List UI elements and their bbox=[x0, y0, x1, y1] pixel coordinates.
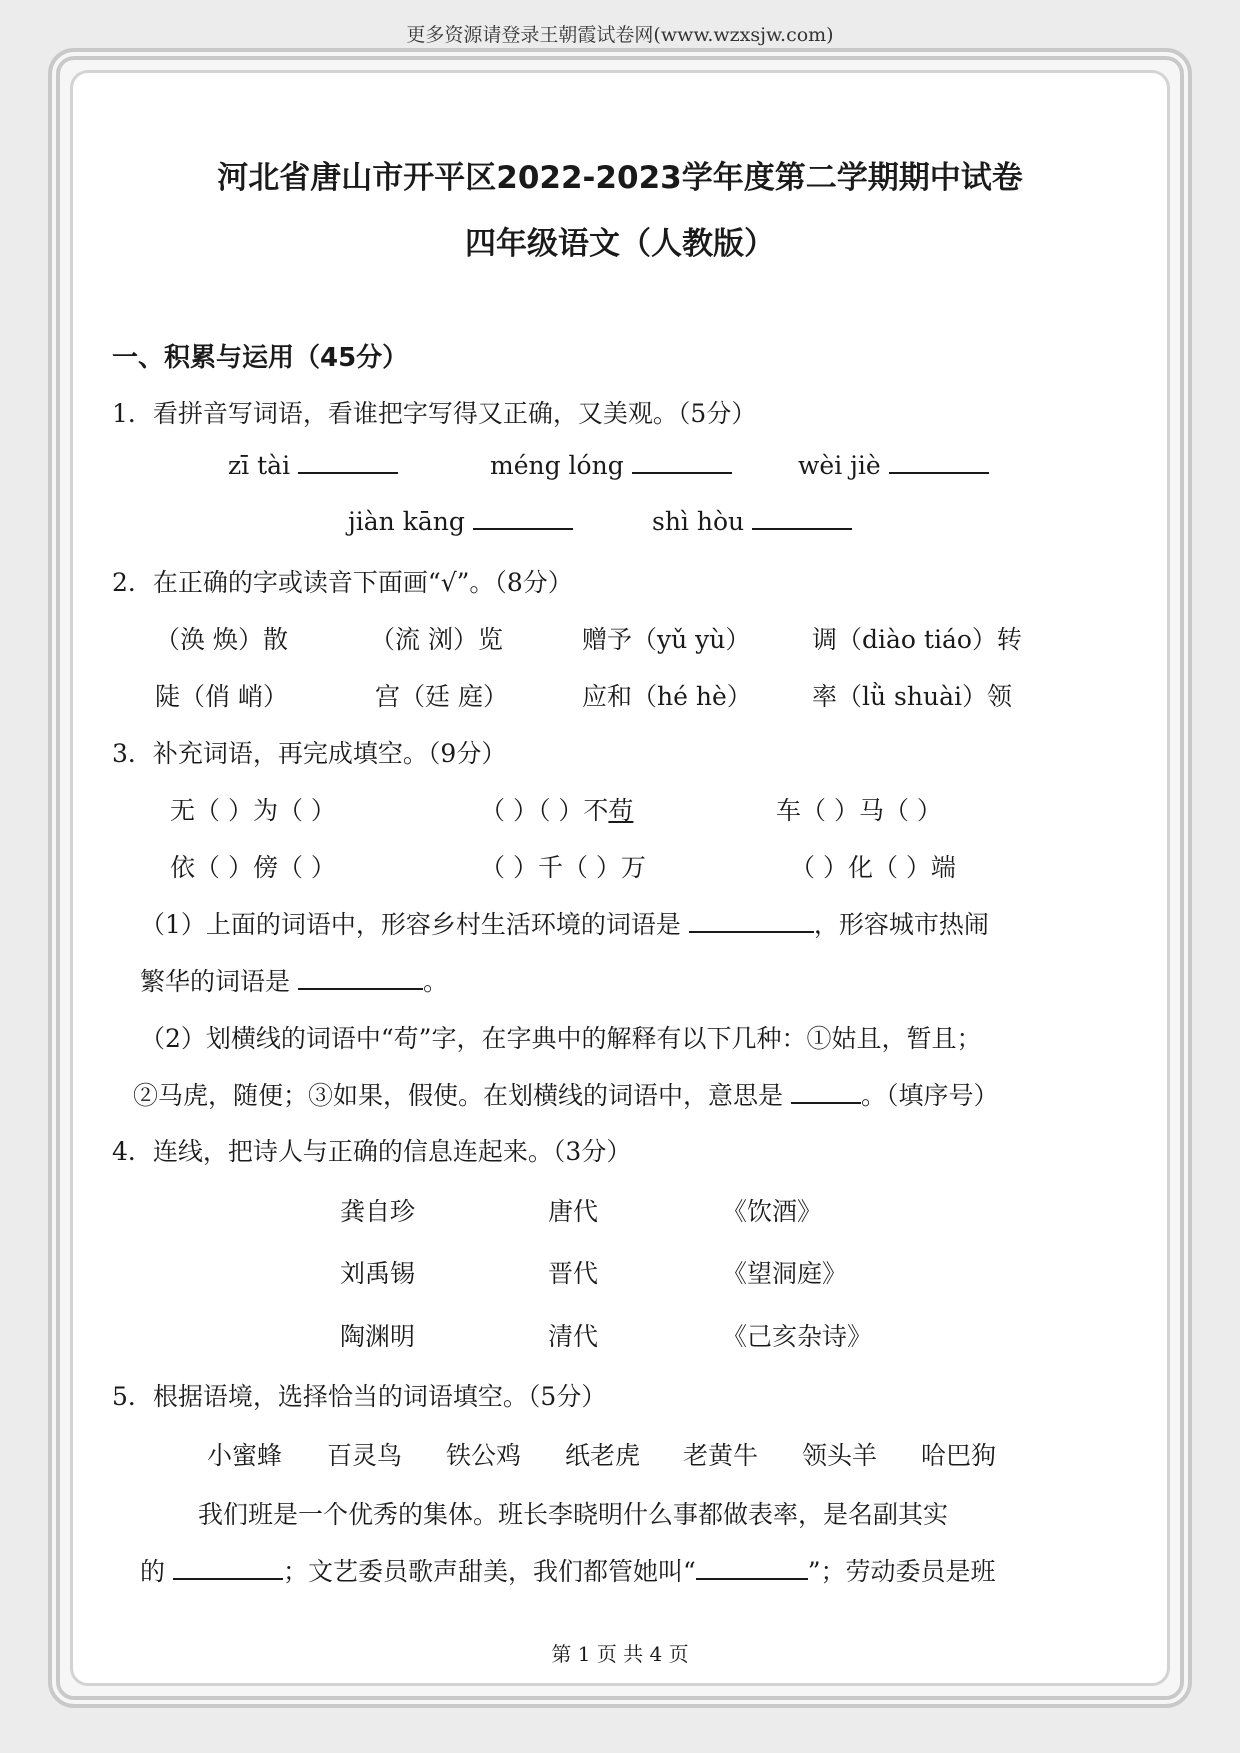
dynasty[interactable]: 清代 bbox=[548, 1322, 599, 1351]
pinyin-item bbox=[228, 450, 398, 480]
answer-blank[interactable] bbox=[791, 1080, 861, 1104]
idiom-item: 无（ ）为（ ） bbox=[170, 796, 336, 825]
passage-text: 的 bbox=[140, 1557, 166, 1586]
answer-blank[interactable] bbox=[298, 966, 423, 990]
question-5-stem: 5．根据语境，选择恰当的词语填空。（5分） bbox=[112, 1382, 607, 1411]
sub-question-2-cont bbox=[133, 1076, 998, 1112]
poet-name[interactable]: 陶渊明 bbox=[340, 1322, 416, 1351]
answer-blank[interactable] bbox=[889, 450, 989, 474]
idiom-item: 车（ ）马（ ） bbox=[776, 796, 942, 825]
choice-item[interactable]: （涣 焕）散 bbox=[155, 625, 288, 654]
answer-blank[interactable] bbox=[632, 450, 732, 474]
passage-line bbox=[140, 1552, 996, 1588]
sub-text: 繁华的词语是 bbox=[140, 967, 291, 996]
answer-blank[interactable] bbox=[473, 506, 573, 530]
answer-blank[interactable] bbox=[696, 1556, 808, 1580]
idiom-item: （ ）化（ ）端 bbox=[790, 853, 956, 882]
question-4-stem: 4．连线，把诗人与正确的信息连起来。（3分） bbox=[112, 1137, 632, 1166]
choice-item[interactable]: 赠予（yǔ yù） bbox=[582, 625, 751, 654]
word-option: 老黄牛 bbox=[683, 1441, 759, 1470]
sub-question-1 bbox=[140, 905, 989, 941]
page-number: 第 1 页 共 4 页 bbox=[551, 1642, 689, 1666]
word-option: 小蜜蜂 bbox=[207, 1441, 283, 1470]
word-option: 百灵鸟 bbox=[327, 1441, 403, 1470]
idiom-item: 依（ ）傍（ ） bbox=[170, 853, 336, 882]
answer-blank[interactable] bbox=[298, 450, 398, 474]
dynasty[interactable]: 唐代 bbox=[548, 1197, 599, 1226]
word-option: 哈巴狗 bbox=[921, 1441, 997, 1470]
choice-item[interactable]: 宫（廷 庭） bbox=[375, 682, 508, 711]
passage-line: 我们班是一个优秀的集体。班长李晓明什么事都做表率，是名副其实 bbox=[198, 1500, 949, 1529]
dynasty[interactable]: 晋代 bbox=[548, 1259, 599, 1288]
sub-text: （1）上面的词语中，形容乡村生活环境的词语是 bbox=[140, 910, 681, 939]
poem-title[interactable]: 《望洞庭》 bbox=[722, 1259, 848, 1288]
choice-item[interactable]: 应和（hé hè） bbox=[582, 682, 752, 711]
poem-title[interactable]: 《饮酒》 bbox=[722, 1197, 823, 1226]
idiom-item: （ ）千（ ）万 bbox=[480, 853, 646, 882]
poet-name[interactable]: 龚自珍 bbox=[340, 1197, 416, 1226]
answer-blank[interactable] bbox=[689, 909, 814, 933]
pinyin-item bbox=[490, 450, 732, 480]
sub-question-2: （2）划横线的词语中“苟”字，在字典中的解释有以下几种：①姑且，暂且； bbox=[140, 1024, 982, 1053]
question-2-stem: 2．在正确的字或读音下面画“√”。（8分） bbox=[112, 568, 573, 597]
pinyin-text: wèi jiè bbox=[798, 451, 881, 480]
word-option: 纸老虎 bbox=[565, 1441, 641, 1470]
idiom-text: （ ）（ ）不 bbox=[480, 796, 609, 825]
passage-text: ”；劳动委员是班 bbox=[807, 1557, 996, 1586]
sub-question-1-cont bbox=[140, 962, 448, 998]
pinyin-text: méng lóng bbox=[490, 451, 624, 480]
choice-item[interactable]: 率（lǜ shuài）领 bbox=[812, 682, 1012, 711]
sub-text: 。 bbox=[422, 967, 448, 996]
sub-text: ，形容城市热闹 bbox=[813, 910, 989, 939]
section-heading: 一、积累与运用（45分） bbox=[112, 343, 409, 373]
choice-item[interactable]: （流 浏）览 bbox=[370, 625, 503, 654]
passage-text: ；文艺委员歌声甜美，我们都管她叫“ bbox=[282, 1557, 696, 1586]
answer-blank[interactable] bbox=[752, 506, 852, 530]
exam-subtitle: 四年级语文（人教版） bbox=[465, 226, 775, 262]
sub-text: ②马虎，随便；③如果，假使。在划横线的词语中，意思是 bbox=[133, 1081, 784, 1110]
question-3-stem: 3．补充词语，再完成填空。（9分） bbox=[112, 739, 507, 768]
watermark-text: 更多资源请登录王朝霞试卷网(www.wzxsjw.com) bbox=[406, 24, 834, 46]
pinyin-text: shì hòu bbox=[652, 507, 745, 536]
choice-item[interactable]: 调（diào tiáo）转 bbox=[812, 625, 1022, 654]
question-1-stem: 1．看拼音写词语，看谁把字写得又正确，又美观。（5分） bbox=[112, 399, 757, 428]
sub-text: 。（填序号） bbox=[860, 1081, 999, 1110]
underlined-char: 苟 bbox=[608, 796, 634, 825]
answer-blank[interactable] bbox=[173, 1556, 283, 1580]
exam-title: 河北省唐山市开平区2022-2023学年度第二学期期中试卷 bbox=[217, 160, 1023, 196]
word-option: 铁公鸡 bbox=[446, 1441, 522, 1470]
pinyin-text: zī tài bbox=[228, 451, 291, 480]
word-option: 领头羊 bbox=[802, 1441, 878, 1470]
idiom-item bbox=[480, 791, 633, 827]
poem-title[interactable]: 《己亥杂诗》 bbox=[722, 1322, 873, 1351]
poet-name[interactable]: 刘禹锡 bbox=[340, 1259, 416, 1288]
pinyin-item bbox=[348, 506, 573, 536]
pinyin-item bbox=[652, 506, 852, 536]
pinyin-text: jiàn kāng bbox=[348, 507, 465, 536]
pinyin-item bbox=[798, 450, 989, 480]
choice-item[interactable]: 陡（俏 峭） bbox=[155, 682, 288, 711]
